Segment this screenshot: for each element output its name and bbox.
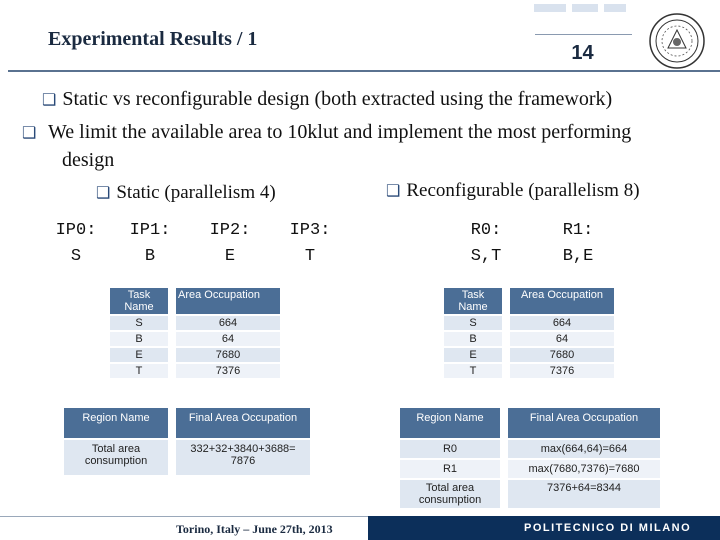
- ip-task: B: [144, 247, 156, 266]
- static-heading: ❑ Static (parallelism 4): [96, 180, 276, 207]
- region-task: S,T: [470, 247, 502, 266]
- table-row: R1 max(7680,7376)=7680: [400, 459, 660, 479]
- table-row: T 7376: [444, 363, 614, 379]
- table-row: S 664: [110, 315, 280, 331]
- header-decoration: [572, 4, 598, 12]
- bullet-static-vs-reconfigurable: [42, 86, 702, 114]
- region-name: R0:: [470, 221, 502, 240]
- static-task-table: [110, 288, 280, 380]
- table-row: Total area consumption 7376+64=8344: [400, 479, 660, 509]
- header-decoration: [534, 4, 566, 12]
- ip-name: IP2:: [209, 221, 251, 240]
- table-row: S 664: [444, 315, 614, 331]
- page-number: 14: [571, 42, 594, 64]
- table-header-row: Region Name Final Area Occupation: [400, 408, 660, 439]
- region-block-r0: [460, 218, 512, 270]
- table-row: Total area consumption 332+32+3840+3688= 7876: [64, 439, 310, 476]
- table-header-row: Task Name Area Occupation: [110, 288, 280, 315]
- table-header-row: Region Name Final Area Occupation: [64, 408, 310, 439]
- footer-rule: [0, 516, 368, 517]
- region-task: B,E: [562, 247, 594, 266]
- region-name: R1:: [562, 221, 594, 240]
- checkbox-bullet-icon: ❑: [96, 185, 111, 202]
- ip-block-ip2: [204, 218, 256, 270]
- university-seal-icon: [648, 12, 706, 70]
- reconfigurable-heading: ❑ Reconfigurable (parallelism 8): [386, 178, 640, 205]
- footer-institution-logo: POLITECNICO DI MILANO: [524, 522, 692, 534]
- slide-title: Experimental Results / 1: [48, 28, 258, 50]
- region-block-r1: [552, 218, 604, 270]
- ip-name: IP1:: [129, 221, 171, 240]
- static-region-table: [64, 408, 310, 477]
- table-row: T 7376: [110, 363, 280, 379]
- table-row: E 7680: [110, 347, 280, 363]
- reconfigurable-region-table: [400, 408, 660, 510]
- ip-task: T: [304, 247, 316, 266]
- ip-name: IP0:: [55, 221, 97, 240]
- ip-block-ip0: [50, 218, 102, 270]
- bullet-area-limit: ❑ We limit the available area to 10klut and implement the most performing design: [22, 121, 632, 171]
- table-header-row: Task Name Area Occupation: [444, 288, 614, 315]
- title-rule: [8, 70, 720, 72]
- table-row: R0 max(664,64)=664: [400, 439, 660, 459]
- table-row: B 64: [444, 331, 614, 347]
- ip-name: IP3:: [289, 221, 331, 240]
- bullet-text: Static vs reconfigurable design (both extracted using the framework): [62, 88, 613, 110]
- footer-location: Torino, Italy – June 27th, 2013: [176, 522, 333, 536]
- ip-task: E: [224, 247, 236, 266]
- bullet-text: We limit the available area to 10klut and implement the most performing design: [48, 121, 632, 171]
- header-decoration: [604, 4, 626, 12]
- ip-block-ip3: [284, 218, 336, 270]
- reconfigurable-task-table: [444, 288, 614, 380]
- page-number-line: [535, 34, 632, 35]
- ip-block-ip1: [124, 218, 176, 270]
- checkbox-bullet-icon: ❑: [42, 92, 57, 109]
- table-row: B 64: [110, 331, 280, 347]
- ip-task: S: [70, 247, 82, 266]
- table-row: E 7680: [444, 347, 614, 363]
- checkbox-bullet-icon: ❑: [386, 183, 401, 200]
